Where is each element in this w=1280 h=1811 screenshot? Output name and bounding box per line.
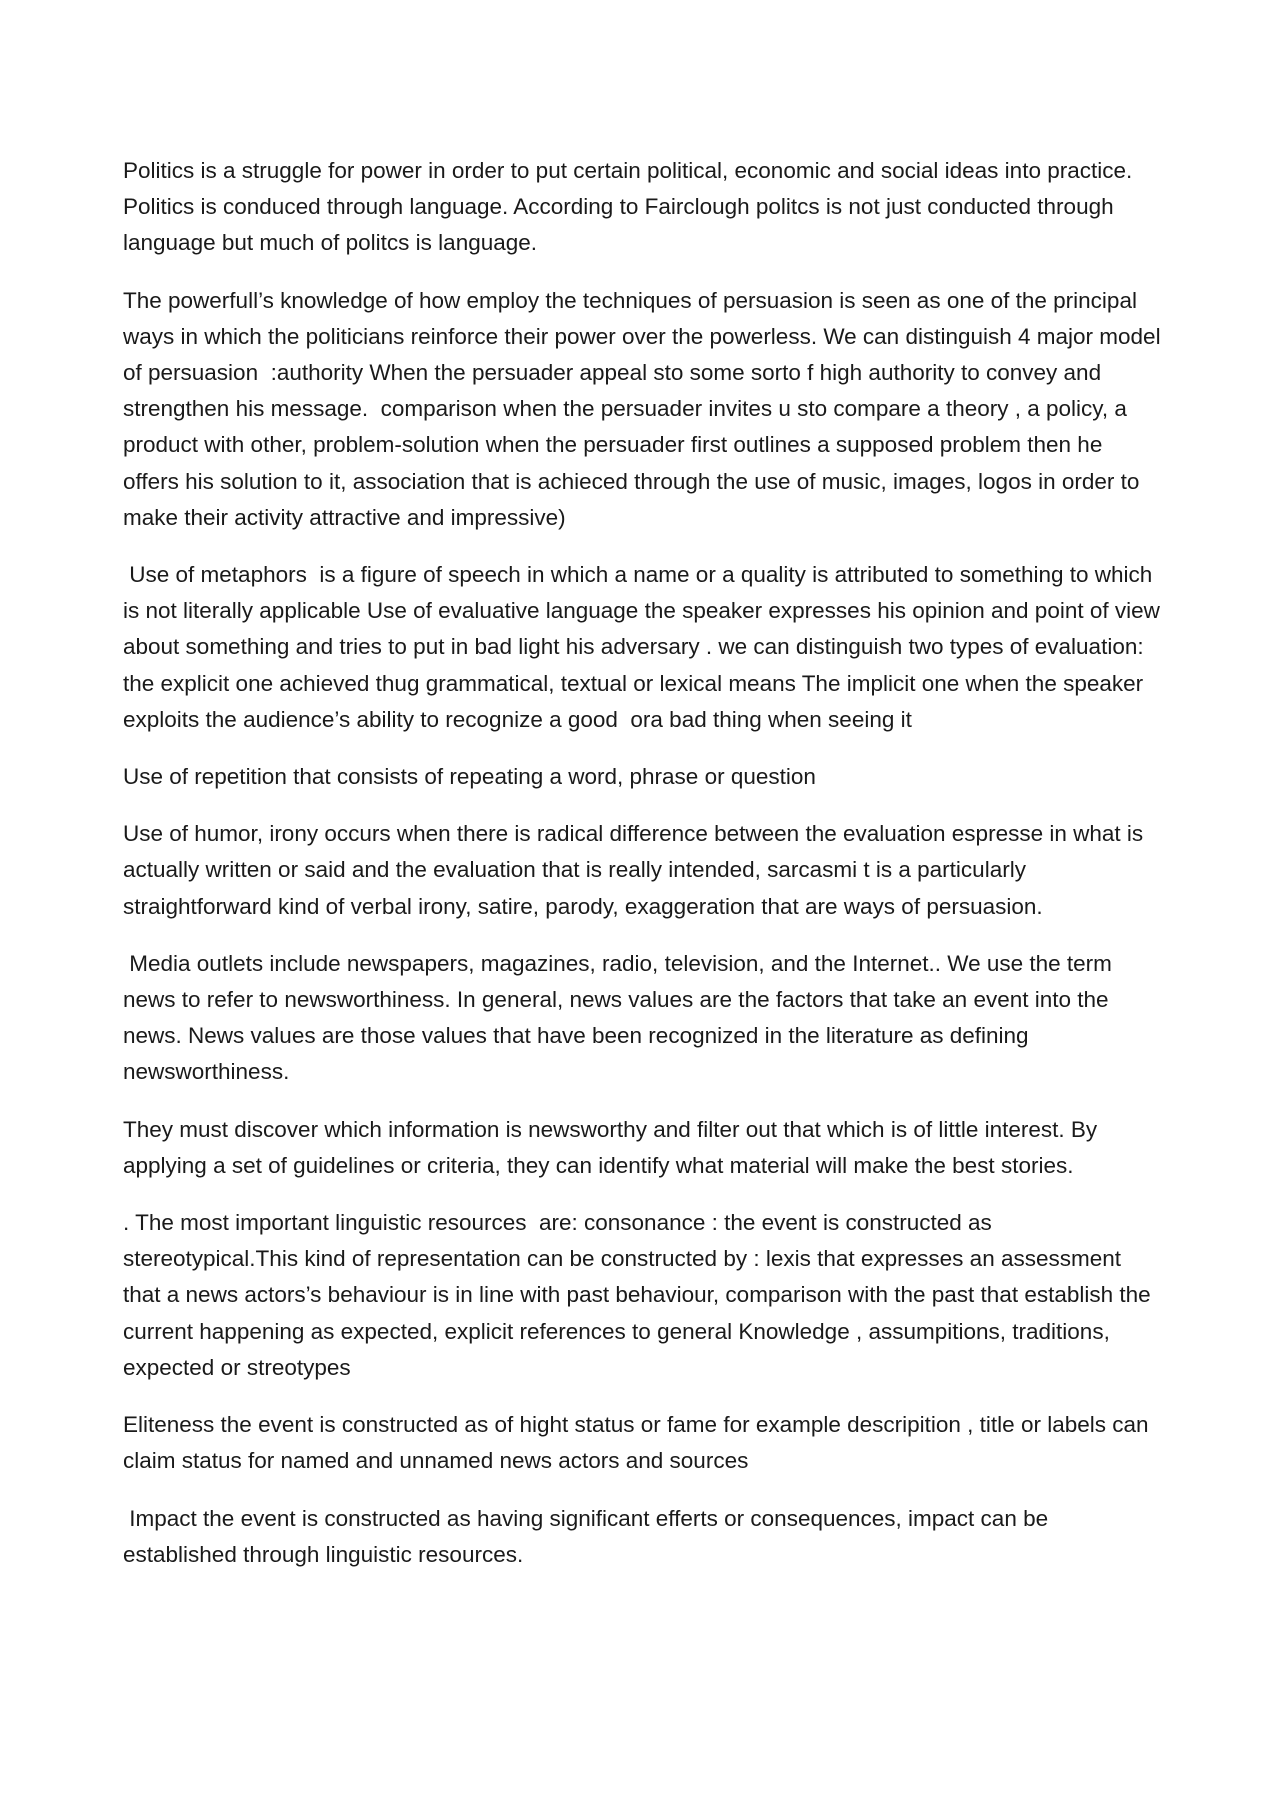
paragraph-metaphors-evaluation: Use of metaphors is a figure of speech in which a name or a quality is attributed to something to which is not literally applicable Use of evaluative language the speaker expresses his opinion and point of view about something and tries to put in bad light his adversary . we can distinguish two types of evaluation: the explicit one achieved thug grammatical, textual or lexical means The implicit one when the speaker exploits the audience’s ability to recognize a good ora bad thing when seeing it <box>123 562 1167 732</box>
paragraph-persuasion-models: The powerfull’s knowledge of how employ the techniques of persuasion is seen as one of the principal ways in which the politicians reinforce their power over the powerless. We can distinguish 4 major model of persuasion :authority When the persuader appeal sto some sorto f high authority to convey and strengthen his message. comparison when the persuader invites u sto compare a theory , a policy, a product with other, problem-solution when the persuader first outlines a supposed problem then he offers his solution to it, association that is achieced through the use of music, images, logos in order to make their activity attractive and impressive) <box>123 287 1167 530</box>
paragraph-repetition: Use of repetition that consists of repeating a word, phrase or question <box>123 764 816 790</box>
paragraph-consonance: . The most important linguistic resources are: consonance : the event is constructed as stereotypical.This kind of representation can be constructed by : lexis that expresses an assessment that a news actors’s behaviour is in line with past behaviour, comparison with the past that establish the current happening as expected, explicit references to general Knowledge , assumpitions, traditions, expected or streotypes <box>123 1210 1157 1380</box>
paragraph-politics-definition: Politics is a struggle for power in order to put certain political, economic and social ideas into practice. Politics is conduced through language. According to Fairclough politcs is not just conducted through language but much of politcs is language. <box>123 158 1139 256</box>
paragraph-impact: Impact the event is constructed as having significant efferts or consequences, impact can be established through linguistic resources. <box>123 1505 1055 1567</box>
document-page <box>123 153 1167 1594</box>
paragraph-eliteness: Eliteness the event is constructed as of hight status or fame for example descripition , title or labels can claim status for named and unnamed news actors and sources <box>123 1412 1155 1474</box>
paragraph-humor-irony: Use of humor, irony occurs when there is radical difference between the evaluation espresse in what is actually written or said and the evaluation that is really intended, sarcasmi t is a particularly straightforward kind of verbal irony, satire, parody, exaggeration that are ways of persuasion. <box>123 821 1150 919</box>
paragraph-media-outlets: Media outlets include newspapers, magazines, radio, television, and the Internet.. We use the term news to refer to newsworthiness. In general, news values are the factors that take an event into the news. News values are those values that have been recognized in the literature as defining newsworthiness. <box>123 950 1119 1085</box>
paragraph-newsworthy: They must discover which information is newsworthy and filter out that which is of little interest. By applying a set of guidelines or criteria, they can identify what material will make the best stories. <box>123 1116 1104 1178</box>
